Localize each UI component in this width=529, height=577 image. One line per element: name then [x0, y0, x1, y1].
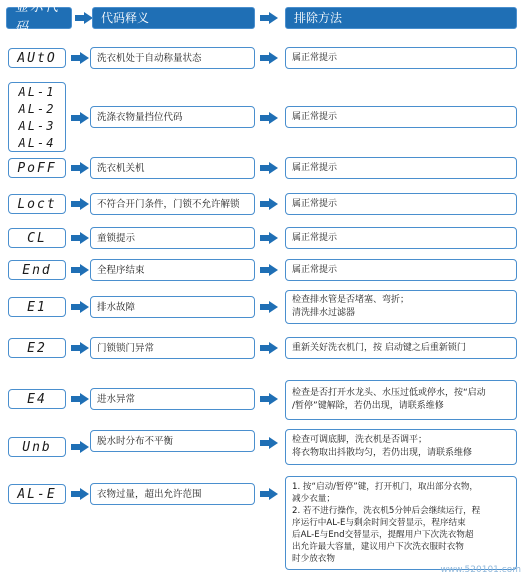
code-unb: [8, 437, 66, 457]
meaning-e4: [90, 388, 255, 410]
solution-poff: [285, 157, 517, 179]
solution-text: 检查可调底脚，洗衣机是否调平； 将衣物取出抖散均匀，若仍出现，请联系维修: [292, 435, 473, 458]
header-solution: 排除方法: [285, 7, 517, 29]
meaning-cl: [90, 227, 255, 249]
meaning-text: 排水故障: [97, 301, 136, 313]
header-meaning: 代码释义: [92, 7, 255, 29]
meaning-text: 门锁锁门异常: [97, 342, 155, 354]
code-text: Loct: [17, 196, 57, 212]
solution-text: 属正常提示: [292, 264, 338, 275]
row-arrow: [71, 393, 89, 405]
solution-text: 检查排水管是否堵塞、弯折； 清洗排水过滤器: [292, 295, 410, 318]
row-arrow: [71, 198, 89, 210]
code-loct: [8, 194, 66, 214]
solution-al-e: [285, 476, 517, 570]
solution-unb: [285, 429, 517, 465]
row-arrow: [71, 301, 89, 313]
code-text: AL-3: [18, 118, 56, 133]
watermark: www.520101.com: [440, 565, 521, 575]
row-arrow: [71, 232, 89, 244]
code-text: PoFF: [17, 160, 57, 176]
code-e4: [8, 389, 66, 409]
row-arrow: [260, 264, 278, 276]
code-text: Unb: [22, 439, 52, 455]
code-text: CL: [27, 230, 47, 246]
row-arrow: [260, 52, 278, 64]
solution-e2: [285, 337, 517, 359]
row-arrow: [260, 162, 278, 174]
meaning-text: 进水异常: [97, 393, 136, 405]
meaning-text: 全程序结束: [97, 264, 145, 276]
meaning-end: [90, 259, 255, 281]
code-al: [8, 82, 66, 152]
solution-end: [285, 259, 517, 281]
solution-text: 属正常提示: [292, 198, 338, 209]
code-text: E2: [27, 340, 47, 356]
solution-text: 1. 按“启动/暂停”键，打开机门，取出部分衣物， 减少衣量； 2. 若不进行操作，洗衣机5分钟后会继续运行，程 序运行中AL-E与剩余时间交替显示，程序结束 后AL-E与End交替显示，提醒用户下次洗衣物超 出允许最大容量，建议用户下次洗衣服时衣物 时少放衣物: [292, 482, 481, 564]
solution-auto: [285, 47, 517, 69]
row-arrow: [71, 441, 89, 453]
code-auto: [8, 48, 66, 68]
meaning-al: [90, 106, 255, 128]
solution-text: 属正常提示: [292, 111, 338, 122]
row-arrow: [71, 162, 89, 174]
row-arrow: [260, 301, 278, 313]
header-arrow-1: [75, 12, 93, 24]
code-text: AL-1: [18, 84, 56, 99]
row-arrow: [71, 112, 89, 124]
meaning-text: 脱水时分布不平衡: [97, 435, 174, 447]
code-text: AL-2: [18, 101, 56, 116]
code-al-e: [8, 484, 66, 504]
row-arrow: [71, 264, 89, 276]
code-text: AUtO: [17, 50, 57, 66]
meaning-unb: [90, 430, 255, 452]
code-text: End: [22, 262, 52, 278]
meaning-al-e: [90, 483, 255, 505]
meaning-text: 洗衣机处于自动称量状态: [97, 52, 202, 64]
meaning-text: 洗涤衣物量挡位代码: [97, 111, 183, 123]
row-arrow: [260, 437, 278, 449]
code-end: [8, 260, 66, 280]
meaning-loct: [90, 193, 255, 215]
meaning-poff: [90, 157, 255, 179]
code-text: AL-4: [18, 135, 56, 150]
row-arrow: [71, 488, 89, 500]
code-text: AL-E: [17, 486, 57, 502]
row-arrow: [260, 232, 278, 244]
meaning-text: 童锁提示: [97, 232, 136, 244]
code-e1: [8, 297, 66, 317]
row-arrow: [71, 52, 89, 64]
meaning-text: 不符合开门条件，门锁不允许解锁: [97, 198, 240, 210]
solution-text: 属正常提示: [292, 162, 338, 173]
solution-cl: [285, 227, 517, 249]
row-arrow: [260, 198, 278, 210]
solution-text: 检查是否打开水龙头、水压过低或停水，按“启动 /暂停”键解除，若仍出现，请联系维修: [292, 388, 486, 411]
code-cl: [8, 228, 66, 248]
row-arrow: [71, 342, 89, 354]
meaning-auto: [90, 47, 255, 69]
header-code: 显示代码: [6, 7, 72, 29]
solution-e4: [285, 380, 517, 420]
code-text: E4: [27, 391, 47, 407]
row-arrow: [260, 393, 278, 405]
header-arrow-2: [260, 12, 278, 24]
solution-text: 属正常提示: [292, 232, 338, 243]
row-arrow: [260, 488, 278, 500]
code-poff: [8, 158, 66, 178]
meaning-e1: [90, 296, 255, 318]
code-e2: [8, 338, 66, 358]
meaning-text: 衣物过量，超出允许范围: [97, 488, 202, 500]
row-arrow: [260, 112, 278, 124]
solution-text: 属正常提示: [292, 52, 338, 63]
meaning-text: 洗衣机关机: [97, 162, 145, 174]
meaning-e2: [90, 337, 255, 359]
solution-e1: [285, 290, 517, 324]
code-text: E1: [27, 299, 47, 315]
solution-text: 重新关好洗衣机门，按 启动键之后重新锁门: [292, 342, 466, 353]
solution-al: [285, 106, 517, 128]
solution-loct: [285, 193, 517, 215]
row-arrow: [260, 342, 278, 354]
